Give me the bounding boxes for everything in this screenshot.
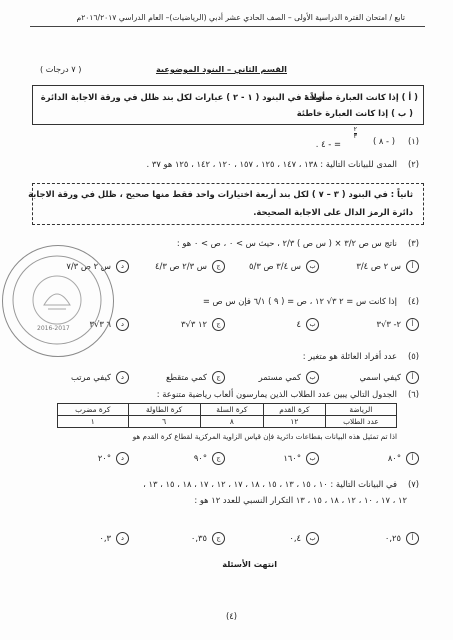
q6-option-d: °٢٠ [97, 453, 111, 463]
table-header: كرة الطاولة [128, 404, 200, 416]
q3-number: (٣) [407, 238, 419, 248]
q6-text: الجدول التالي يبين عدد الطلاب الذين يمارسون ألعاب رياضية متنوعة : [156, 389, 397, 399]
q5-option-d-circle[interactable]: د [116, 371, 129, 384]
q6-number: (٦) [407, 389, 419, 399]
q1-base: ( - ٨ ) [372, 136, 395, 146]
q4-option-d-circle[interactable]: د [116, 318, 129, 331]
q4-option-c: ١٢ ٣√٣ [180, 319, 207, 329]
section-title: القسم الثاني – البنود الموضوعية [155, 64, 287, 74]
q7-option-a-circle[interactable]: أ [406, 532, 419, 545]
q5-option-c: كمي متقطع [165, 372, 207, 382]
q2-number: (٢) [407, 159, 419, 169]
q4-option-c-circle[interactable]: ج [212, 318, 225, 331]
table-header: كرة مضرب [58, 404, 129, 416]
part1-instruction: أولاً : في البنود ( ١ - ٢ ) عبارات لكل بند ظلل في ورقة الاجابة الدائرة [40, 92, 325, 102]
school-stamp [2, 245, 114, 357]
q7-option-d-circle[interactable]: د [116, 532, 129, 545]
q5-option-c-circle[interactable]: ج [212, 371, 225, 384]
q4-option-d: ٦ ٣√٣ [89, 319, 111, 329]
q1-exponent [354, 127, 357, 140]
q7-option-c-circle[interactable]: ج [212, 532, 225, 545]
q7-option-b: ٠,٤ [289, 533, 301, 543]
q5-option-b: كمي مستمر [258, 372, 301, 382]
q3-option-a-circle[interactable]: أ [406, 260, 419, 273]
q4-number: (٤) [407, 296, 419, 306]
q6-option-c: °٩٠ [193, 453, 207, 463]
q4-option-b: ٤ [296, 319, 301, 329]
q4-option-a: ٢- ٣√٣ [376, 319, 401, 329]
q1-rhs: = - ٤ . [315, 139, 341, 149]
q3-option-c: س ٢/٣ ص ٤/٣ [155, 261, 207, 271]
q7-text-line2: ١٢ ، ١٧ ، ١٠ ، ١٢ ، ١٨ ، ١٥ ، ١٣ التكرار النسبي للعدد ١٢ هو : [194, 495, 407, 505]
q7-option-a: ٠,٢٥ [384, 533, 401, 543]
q5-option-a: كيفي اسمي [359, 372, 401, 382]
q7-option-b-circle[interactable]: ب [306, 532, 319, 545]
table-header: كرة السلة [200, 404, 263, 416]
grade-label: ( ٧ درجات ) [40, 64, 82, 74]
q3-text: ناتج س ص ٣/٢ × ( س ص ) ٢/٣ ، حيث س > ٠ ، ص > ٠ هو : [176, 238, 397, 248]
table-header: كرة القدم [263, 404, 325, 416]
part2-instruction-1: ثانياً : في البنود ( ٣ – ٧ ) لكل بند أربعة اختيارات واحد فقط منها صحيح ، ظلل في ورقة الاجابة [28, 189, 413, 199]
table-cell: عدد الطلاب [325, 416, 396, 428]
q6-option-a: °٨٠ [387, 453, 401, 463]
table-row [58, 416, 397, 428]
q3-option-d: س ٢ ص ٧/٣ [66, 261, 111, 271]
header-line: تابع / امتحان الفترة الدراسية الأولى – الصف الحادي عشر أدبي (الرياضيات)– العام الدراسي ٢٠١٦/٢٠١٧م [76, 13, 405, 22]
header-rule [30, 26, 425, 27]
table-cell: ١٢ [263, 416, 325, 428]
q4-option-a-circle[interactable]: أ [406, 318, 419, 331]
q6-option-a-circle[interactable]: أ [406, 452, 419, 465]
table-header: الرياضة [325, 404, 396, 416]
q5-option-d: كيفي مرتب [70, 372, 111, 382]
q5-text: عدد أفراد العائلة هو متغير : [302, 351, 397, 361]
end-of-questions: انتهت الأسئلة [222, 559, 277, 569]
table-header-row [58, 404, 397, 416]
q7-option-d: ٠,٣ [99, 533, 111, 543]
part1-option-b: ( ب ) إذا كانت العبارة خاطئة [296, 108, 413, 118]
q1-exp-numerator: ٢ [353, 126, 357, 133]
q3-option-b: س ٣/٤ ص ٥/٣ [249, 261, 301, 271]
stamp-graphic [2, 245, 112, 355]
q6-option-b: °١٦٠ [283, 453, 301, 463]
table-cell: ١ [58, 416, 129, 428]
q5-option-b-circle[interactable]: ب [306, 371, 319, 384]
q1-number: (١) [407, 136, 419, 146]
q1-exp-denominator: ٣ [353, 133, 357, 141]
q7-number: (٧) [407, 479, 419, 489]
q3-option-b-circle[interactable]: ب [306, 260, 319, 273]
table-cell: ٨ [200, 416, 263, 428]
q6-option-d-circle[interactable]: د [116, 452, 129, 465]
q3-option-d-circle[interactable]: د [116, 260, 129, 273]
q2-text: المدى للبيانات التالية : ١٣٨ ، ١٤٧ ، ١٢٥ ، ١٥٧ ، ١٢٠ ، ١٤٢ ، ١٢٥ هو ٣٧ . [146, 159, 397, 169]
q5-option-a-circle[interactable]: أ [406, 371, 419, 384]
q7-text: في البيانات التالية : ١٠ ، ١٥ ، ١٣ ، ١٥ ، ١٨ ، ١٧ ، ١٢ ، ١٧ ، ١٨ ، ١٥ ، ١٣ ، [143, 479, 397, 489]
q6-option-c-circle[interactable]: ج [212, 452, 225, 465]
page-number: (٤) [225, 611, 237, 621]
q6-option-b-circle[interactable]: ب [306, 452, 319, 465]
q3-option-a: س ٢ ص ٣/٤ [356, 261, 401, 271]
part1-instructions-box [32, 85, 424, 125]
q3-option-c-circle[interactable]: ج [212, 260, 225, 273]
sports-table [57, 403, 397, 428]
stamp-year: 2016-2017 [37, 325, 70, 332]
part1-option-a: ( أ ) إذا كانت العبارة صحيحة [304, 92, 418, 102]
q5-number: (٥) [407, 351, 419, 361]
q7-option-c: ٠,٣٥ [190, 533, 207, 543]
q4-text: إذا كانت س = ٢ ٣√ ١٢ ، ص = ( ٩ ) ٦/١ فإن س ص = [202, 296, 397, 306]
part2-instruction-2: دائرة الرمز الدال على الاجابة الصحيحة. [253, 207, 413, 217]
table-cell: ٦ [128, 416, 200, 428]
q4-option-b-circle[interactable]: ب [306, 318, 319, 331]
q6-subquestion: اذا تم تمثيل هذه البيانات بقطاعات دائرية فإن قياس الزاوية المركزية لقطاع كرة القدم هو [132, 432, 397, 441]
